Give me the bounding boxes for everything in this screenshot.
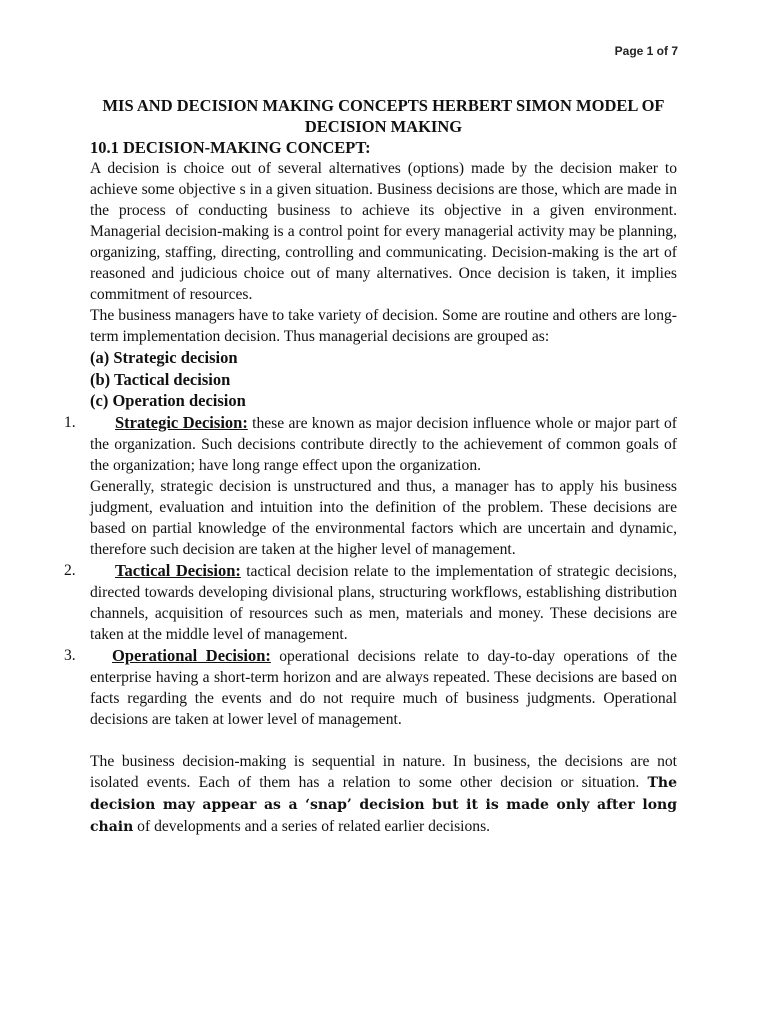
item-text: these are known as major decision influence whole or major part of the organization. Such decisions contribute directly to the achievement of common goals of the organization; have long range effect upon the organization. — [90, 414, 677, 474]
document-body — [64, 95, 678, 838]
list-item-tactical — [64, 560, 678, 645]
list-item-strategic — [64, 412, 677, 560]
paragraph-gap — [90, 730, 677, 751]
item-extra-paragraph: Generally, strategic decision is unstructured and thus, a manager has to apply his business judgment, evaluation and intuition into the definition of the problem. These decisions are based on partial knowledge of the environmental factors which are uncertain and dynamic, therefore such decision are taken at the higher level of management. — [90, 477, 677, 558]
group-strategic: (a) Strategic decision — [90, 348, 238, 367]
decision-groups-list — [90, 347, 677, 412]
item-lead: Tactical Decision: — [115, 560, 241, 580]
decision-types-list — [64, 412, 678, 730]
document-title: MIS AND DECISION MAKING CONCEPTS HERBERT SIMON MODEL OF DECISION MAKING — [102, 96, 665, 136]
section-heading: 10.1 DECISION-MAKING CONCEPT: — [90, 138, 371, 157]
group-operation: (c) Operation decision — [90, 391, 246, 410]
grouping-paragraph: The business managers have to take variety of decision. Some are routine and others are long-term implementation decision. Thus managerial decisions are grouped as: — [90, 307, 677, 345]
closing-paragraph — [90, 751, 677, 838]
item-paragraph — [90, 412, 677, 476]
item-paragraph — [90, 560, 677, 645]
item-paragraph — [90, 645, 677, 730]
item-text: tactical decision relate to the implementation of strategic decisions, directed towards developing divisional plans, structuring workflows, establishing distribution channels, acquisition of resources such as men, materials and money. These decisions are taken at the middle level of management. — [90, 562, 678, 643]
list-item-operational — [64, 645, 678, 730]
item-number: 2. — [64, 561, 76, 579]
intro-paragraph: A decision is choice out of several alternatives (options) made by the decision maker to achieve some objective s in a given situation. Business decisions are those, which are made in the process of conducting business to achieve its objective in a given environment. Managerial decision-making is a control point for every managerial activity may be planning, organizing, staffing, directing, controlling and communicating. Decision-making is the art of reasoned and judicious choice out of many alternatives. Once decision is taken, it implies commitment of resources. — [90, 160, 677, 303]
item-number: 1. — [64, 413, 76, 431]
page-number: Page 1 of 7 — [614, 44, 678, 58]
group-tactical: (b) Tactical decision — [90, 369, 231, 389]
item-number: 3. — [64, 646, 76, 664]
closing-text-end: of developments and a series of related earlier decisions. — [133, 817, 491, 835]
closing-text-bold: The decision may appear as a ‘snap’ decision but it is made only after long chain — [90, 774, 677, 835]
item-text: operational decisions relate to day-to-day operations of the enterprise having a short-term horizon and are always repeated. These decisions are based on facts regarding the events and do not require much of business judgments. Operational decisions are taken at lower level of management. — [90, 647, 678, 728]
item-lead: Strategic Decision: — [115, 412, 248, 432]
closing-text-start: The business decision-making is sequential in nature. In business, the decisions are not isolated events. Each of them has a relation to some other decision or situation. — [90, 752, 677, 791]
item-lead: Operational Decision: — [112, 645, 271, 665]
